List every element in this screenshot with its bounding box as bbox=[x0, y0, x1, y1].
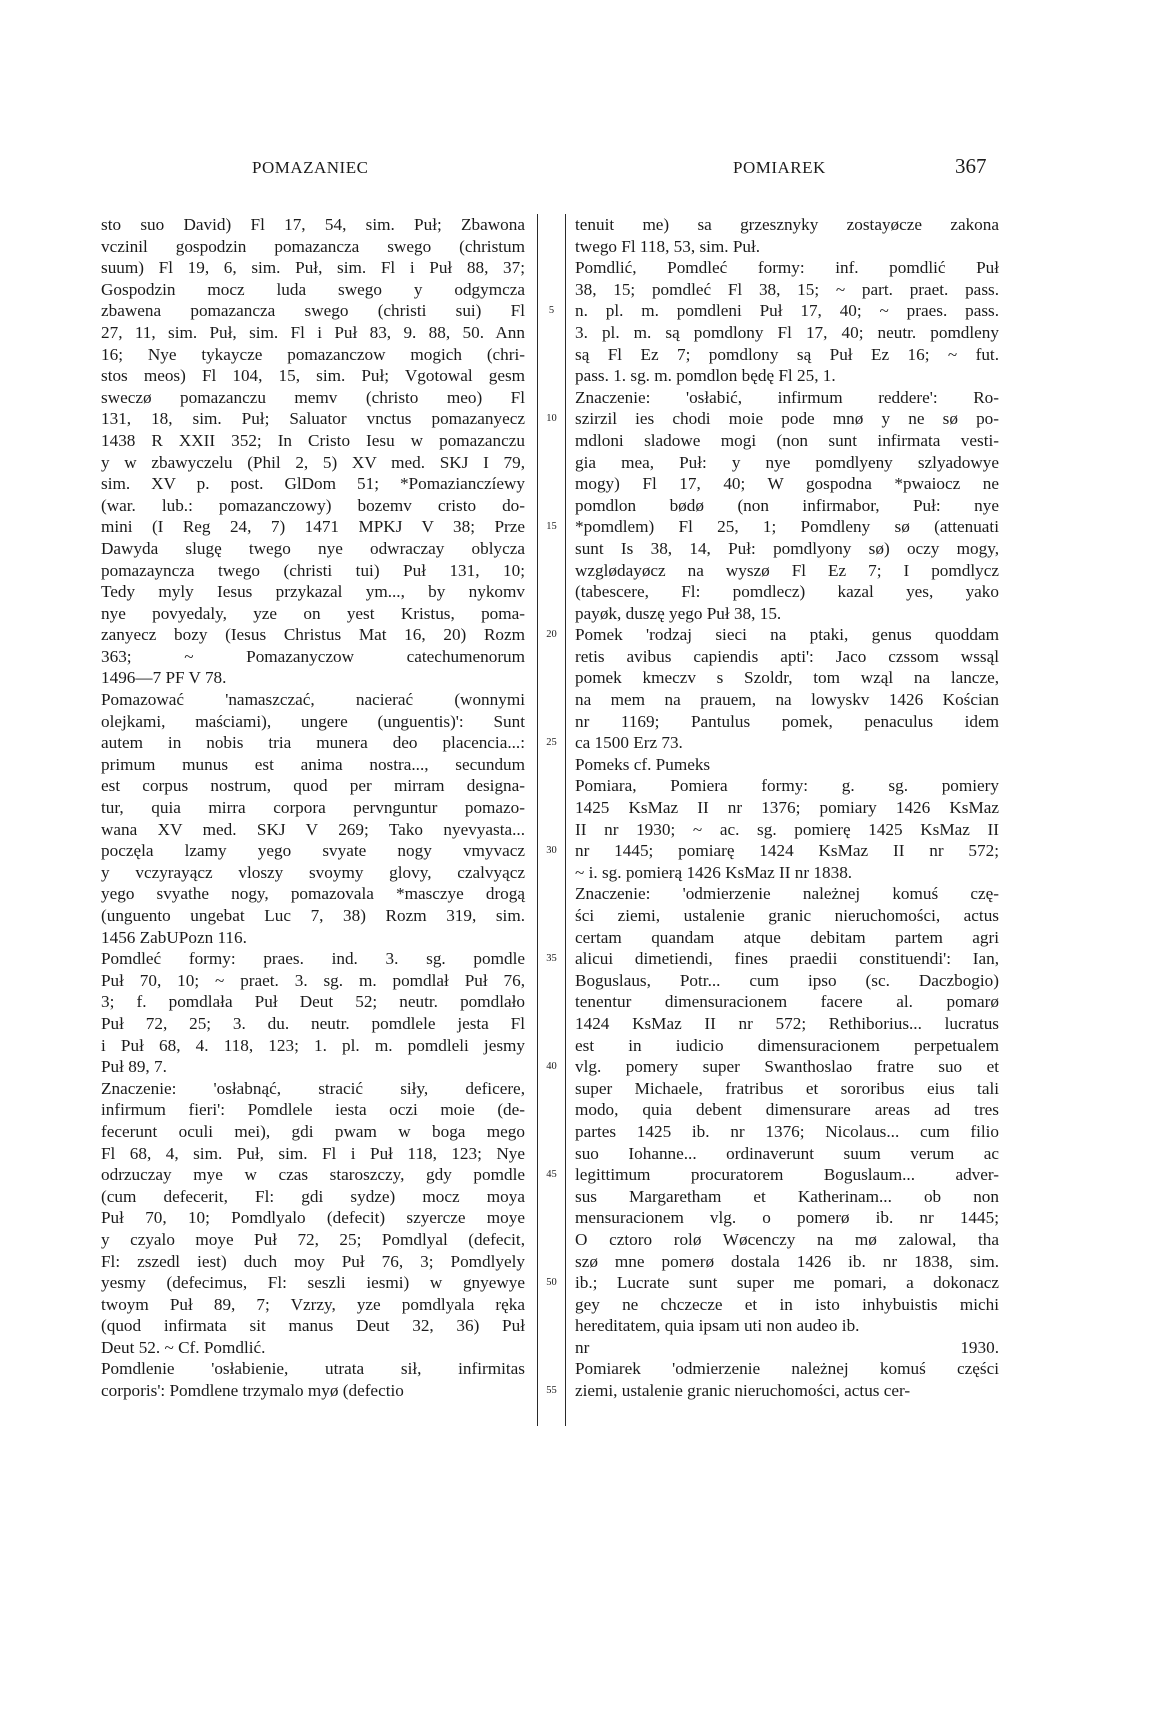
text-line: (tabescere, Fl: pomdlecz) kazal yes, yako bbox=[575, 582, 999, 602]
text-line: 3; f. pomdlała Puł Deut 52; neutr. pomdlało bbox=[101, 992, 525, 1012]
text-line: 1438 R XXII 352; In Cristo Iesu w pomazanczu bbox=[101, 430, 525, 450]
text-line: Pomek 'rodzaj sieci na ptaki, genus quoddam bbox=[575, 625, 999, 645]
text-line: odrzuczay mye w czas staroszczy, gdy pomdle bbox=[101, 1165, 525, 1185]
text-line: 16; Nye tykaycze pomazanczow mogich (chri- bbox=[101, 344, 525, 364]
text-line: suum) Fl 19, 6, sim. Puł, sim. Fl i Puł 88, 37; bbox=[101, 258, 525, 278]
text-line: II nr 1930; ~ ac. sg. pomierę 1425 KsMaz II bbox=[575, 819, 999, 839]
line-number: 35 bbox=[546, 953, 557, 965]
text-line: *pomdlem) Fl 25, 1; Pomdleny sø (attenuati bbox=[575, 517, 999, 537]
text-line: mogy) Fl 17, 40; W gospodna *pwaiocz ne bbox=[575, 474, 999, 494]
center-running-head: POMIAREK bbox=[733, 158, 826, 177]
text-line: (war. lub.: pomazanczowy) bozemv cristo do- bbox=[101, 495, 525, 515]
text-line: pomek kmeczv s Szoldr, tom wząl na lancze, bbox=[575, 668, 999, 688]
text-line: mensuracionem vlg. o pomerø ib. nr 1445; bbox=[575, 1208, 999, 1228]
text-line: nr 1930. bbox=[575, 1337, 999, 1357]
text-line: Puł 70, 10; Pomdlyalo (defecit) szyercze moye bbox=[101, 1208, 525, 1228]
text-line: tenentur dimensuracionem facere al. pomarø bbox=[575, 992, 999, 1012]
text-line: ziemi, ustalenie granic nieruchomości, actus cer- bbox=[575, 1381, 911, 1401]
line-number: 5 bbox=[548, 305, 555, 317]
column-rule-right bbox=[565, 214, 566, 1426]
text-line: vlg. pomery super Swanthoslao fratre suo et bbox=[575, 1057, 999, 1077]
text-line: (cum defecerit, Fl: gdi sydze) mocz moya bbox=[101, 1186, 525, 1206]
line-number: 15 bbox=[546, 521, 557, 533]
text-line: suo Iohanne... ordinaverunt suum verum ac bbox=[575, 1143, 999, 1163]
text-line: Puł 89, 7. bbox=[101, 1057, 167, 1077]
left-text-column bbox=[101, 214, 525, 1402]
text-line: O cztoro rolø Wøcenczy na mø zalowal, tha bbox=[575, 1229, 999, 1249]
text-line: 38, 15; pomdleć Fl 38, 15; ~ part. praet. pass. bbox=[575, 279, 999, 299]
text-line: Pomdleć formy: praes. ind. 3. sg. pomdle bbox=[101, 949, 525, 969]
text-line: est in iudicio dimensuracionem perpetualem bbox=[575, 1035, 999, 1055]
text-line: mini (I Reg 24, 7) 1471 MPKJ V 38; Prze bbox=[101, 517, 525, 537]
text-line: ~ i. sg. pomierą 1426 KsMaz II nr 1838. bbox=[575, 862, 853, 882]
left-running-head: POMAZANIEC bbox=[252, 158, 369, 177]
text-line: olejkami, maściami), ungere (unguentis)': Sunt bbox=[101, 711, 525, 731]
text-line: pass. 1. sg. m. pomdlon będę Fl 25, 1. bbox=[575, 366, 836, 386]
text-line: gia mea, Puł: y nye pomdlyeny szlyadowye bbox=[575, 452, 999, 472]
text-line: wzglødayøcz na wyszø Fl Ez 7; I pomdlycz bbox=[575, 560, 999, 580]
column-rule-left bbox=[537, 214, 538, 1426]
text-line: y vczyrayącz vloszy svoymy glovy, czalvyącz bbox=[101, 862, 525, 882]
text-line: corporis': Pomdlene trzymalo myø (defectio bbox=[101, 1381, 404, 1401]
text-line: Boguslaus, Potr... cum ipso (sc. Daczbogio) bbox=[575, 970, 999, 990]
line-number: 25 bbox=[546, 737, 557, 749]
text-line: na mem na prauem, na lowyskv 1426 Kościan bbox=[575, 690, 999, 710]
text-line: ib.; Lucrate sunt super me pomari, a dokonacz bbox=[575, 1273, 999, 1293]
text-line: yesmy (defecimus, Fl: seszli iesmi) w gnyewye bbox=[101, 1273, 525, 1293]
text-line: y czyalo moye Puł 72, 25; Pomdlyal (defecit, bbox=[101, 1229, 525, 1249]
text-line: Fl: zszedl iest) duch moy Puł 76, 3; Pomdlyely bbox=[101, 1251, 525, 1271]
line-number: 55 bbox=[546, 1385, 557, 1397]
text-line: ści ziemi, ustalenie granic nieruchomości, actus bbox=[575, 906, 999, 925]
text-line: tenuit me) sa grzesznyky zostayøcze zakona bbox=[575, 215, 999, 234]
text-line: retis avibus capiendis apti': Jaco czssom wssąl bbox=[575, 646, 999, 666]
text-line: 131, 18, sim. Puł; Saluator vnctus pomazanyecz bbox=[101, 409, 525, 429]
text-line: stos meos) Fl 104, 15, sim. Puł; Vgotowal gesm bbox=[101, 366, 525, 386]
text-line: ca 1500 Erz 73. bbox=[575, 733, 683, 753]
text-line: hereditatem, quia ipsam uti non audeo ib. bbox=[575, 1316, 860, 1336]
text-line: zanyecz bozy (Iesus Christus Mat 16, 20) Rozm bbox=[101, 625, 525, 645]
right-text-column bbox=[575, 214, 999, 1402]
text-line: wana XV med. SKJ V 269; Tako nyevyasta... bbox=[101, 819, 525, 839]
text-line: Znaczenie: 'osłabić, infirmum reddere': Ro- bbox=[575, 387, 999, 407]
text-line: Puł 70, 10; ~ praet. 3. sg. m. pomdlał Puł 76, bbox=[101, 970, 525, 990]
text-line: Pomdlenie 'osłabienie, utrata sił, infirmitas bbox=[101, 1359, 525, 1379]
line-number: 30 bbox=[546, 845, 557, 857]
text-line: (quod infirmata sit manus Deut 32, 36) Puł bbox=[101, 1316, 525, 1336]
running-header bbox=[0, 154, 1166, 188]
text-line: autem in nobis tria munera deo placencia...: bbox=[101, 733, 525, 753]
text-line: Dawyda slugę twego nye odwraczay oblycza bbox=[101, 538, 525, 558]
text-line: vczinil gospodzin pomazancza swego (christum bbox=[101, 236, 525, 256]
text-line: Pomdlić, Pomdleć formy: inf. pomdlić Puł bbox=[575, 258, 999, 278]
text-line: 27, 11, sim. Puł, sim. Fl i Puł 83, 9. 88, 50. Ann bbox=[101, 322, 525, 342]
text-line: alicui dimetiendi, fines praedii constituendi': Ian, bbox=[575, 949, 999, 969]
text-line: 363; ~ Pomazanyczow catechumenorum bbox=[101, 646, 525, 666]
text-line: Fl 68, 4, sim. Puł, sim. Fl i Puł 118, 123; Nye bbox=[101, 1143, 525, 1163]
line-number: 10 bbox=[546, 413, 557, 425]
text-line: zbawena pomazancza swego (christi sui) Fl bbox=[101, 301, 525, 321]
text-line: Pomeks cf. Pumeks bbox=[575, 754, 711, 774]
text-line: sus Margaretham et Katherinam... ob non bbox=[575, 1186, 999, 1206]
page-number: 367 bbox=[955, 154, 987, 178]
text-line: sunt Is 38, 14, Puł: pomdlyony sø) oczy mogy, bbox=[575, 538, 999, 558]
text-line: Pomazować 'namaszczać, nacierać (wonnymi bbox=[101, 690, 525, 710]
text-line: sto suo David) Fl 17, 54, sim. Puł; Zbawona bbox=[101, 215, 525, 234]
text-line: twego Fl 118, 53, sim. Puł. bbox=[575, 236, 761, 256]
text-line: Pomiara, Pomiera formy: g. sg. pomiery bbox=[575, 776, 999, 796]
line-number: 20 bbox=[546, 629, 557, 641]
line-number: 45 bbox=[546, 1169, 557, 1181]
text-line: tur, quia mirra corpora pervnguntur pomazo- bbox=[101, 798, 525, 818]
text-line: mdloni sladowe mogi (non sunt infirmata vesti- bbox=[575, 430, 999, 450]
text-line: modo, quia debent dimensurare areas ad tres bbox=[575, 1100, 999, 1120]
text-line: pomdlon bødø (non infirmabor, Puł: nye bbox=[575, 495, 999, 515]
text-line: y w zbawyczelu (Phil 2, 5) XV med. SKJ I 79, bbox=[101, 452, 525, 472]
text-line: payøk, duszę yego Puł 38, 15. bbox=[575, 603, 782, 623]
text-line: est corpus nostrum, quod per mirram designa- bbox=[101, 776, 525, 796]
text-line: pomazayncza twego (christi tui) Puł 131, 10; bbox=[101, 560, 525, 580]
text-line: Deut 52. ~ Cf. Pomdlić. bbox=[101, 1337, 266, 1357]
text-line: primum munus est anima nostra..., secundum bbox=[101, 754, 525, 774]
text-line: szirzil ies chodi moie pode mnø y ne sø po- bbox=[575, 409, 999, 429]
text-line: gey ne chczecze et in isto inhybuistis michi bbox=[575, 1294, 999, 1314]
text-line: Pomiarek 'odmierzenie należnej komuś części bbox=[575, 1359, 999, 1379]
text-line: Tedy myly Iesus przykazal ym..., by nykomv bbox=[101, 582, 525, 602]
text-line: nye povyedaly, yze on yest Kristus, poma- bbox=[101, 603, 525, 623]
line-number: 40 bbox=[546, 1061, 557, 1073]
text-line: sim. XV p. post. GlDom 51; *Pomazianczíewy bbox=[101, 474, 525, 494]
text-line: 1496—7 PF V 78. bbox=[101, 668, 227, 688]
text-line: legittimum procuratorem Boguslaum... adver- bbox=[575, 1165, 999, 1185]
text-line: twoym Puł 89, 7; Vzrzy, yze pomdlyala ręka bbox=[101, 1294, 525, 1314]
text-line: certam quandam atque debitam partem agri bbox=[575, 927, 999, 947]
text-line: partes 1425 ib. nr 1376; Nicolaus... cum filio bbox=[575, 1121, 999, 1141]
text-line: sweczø pomazanczu memv (christo meo) Fl bbox=[101, 387, 525, 407]
text-line: fecerunt oculi mei), gdi pwam w boga mego bbox=[101, 1121, 525, 1141]
line-number: 50 bbox=[546, 1277, 557, 1289]
text-line: Puł 72, 25; 3. du. neutr. pomdlele jesta Fl bbox=[101, 1013, 525, 1033]
text-line: nr 1169; Pantulus pomek, penaculus idem bbox=[575, 711, 999, 731]
text-line: Znaczenie: 'odmierzenie należnej komuś czę- bbox=[575, 884, 999, 904]
text-line: są Fl Ez 7; pomdlony są Puł Ez 16; ~ fut. bbox=[575, 344, 999, 364]
text-line: 1424 KsMaz II nr 572; Rethiborius... lucratus bbox=[575, 1013, 999, 1033]
text-line: nr 1445; pomiarę 1424 KsMaz II nr 572; bbox=[575, 841, 999, 861]
text-line: i Puł 68, 4. 118, 123; 1. pl. m. pomdleli jesmy bbox=[101, 1035, 525, 1055]
text-line: yego svyathe nogy, pomazovala *masczye drogą bbox=[101, 884, 525, 904]
text-line: n. pl. m. pomdleni Puł 17, 40; ~ praes. pass. bbox=[575, 301, 999, 321]
text-line: Gospodzin mocz luda swego y odgymcza bbox=[101, 279, 525, 299]
text-line: super Michaele, fratribus et sororibus eius tali bbox=[575, 1078, 999, 1098]
text-line: 1425 KsMaz II nr 1376; pomiary 1426 KsMaz bbox=[575, 798, 999, 818]
text-line: 3. pl. m. są pomdlony Fl 17, 40; neutr. pomdleny bbox=[575, 322, 999, 342]
text-line: infirmum fieri': Pomdlele iesta oczi moie (de- bbox=[101, 1100, 525, 1120]
text-line: Znaczenie: 'osłabnąć, stracić siły, deficere, bbox=[101, 1078, 525, 1098]
text-line: szø mne pomerø dostala 1426 ib. nr 1838, sim. bbox=[575, 1251, 999, 1271]
text-line: 1456 ZabUPozn 116. bbox=[101, 927, 247, 947]
text-line: poczęla lzamy yego svyate nogy vmyvacz bbox=[101, 841, 525, 861]
text-line: (unguento ungebat Luc 7, 38) Rozm 319, sim. bbox=[101, 906, 525, 925]
